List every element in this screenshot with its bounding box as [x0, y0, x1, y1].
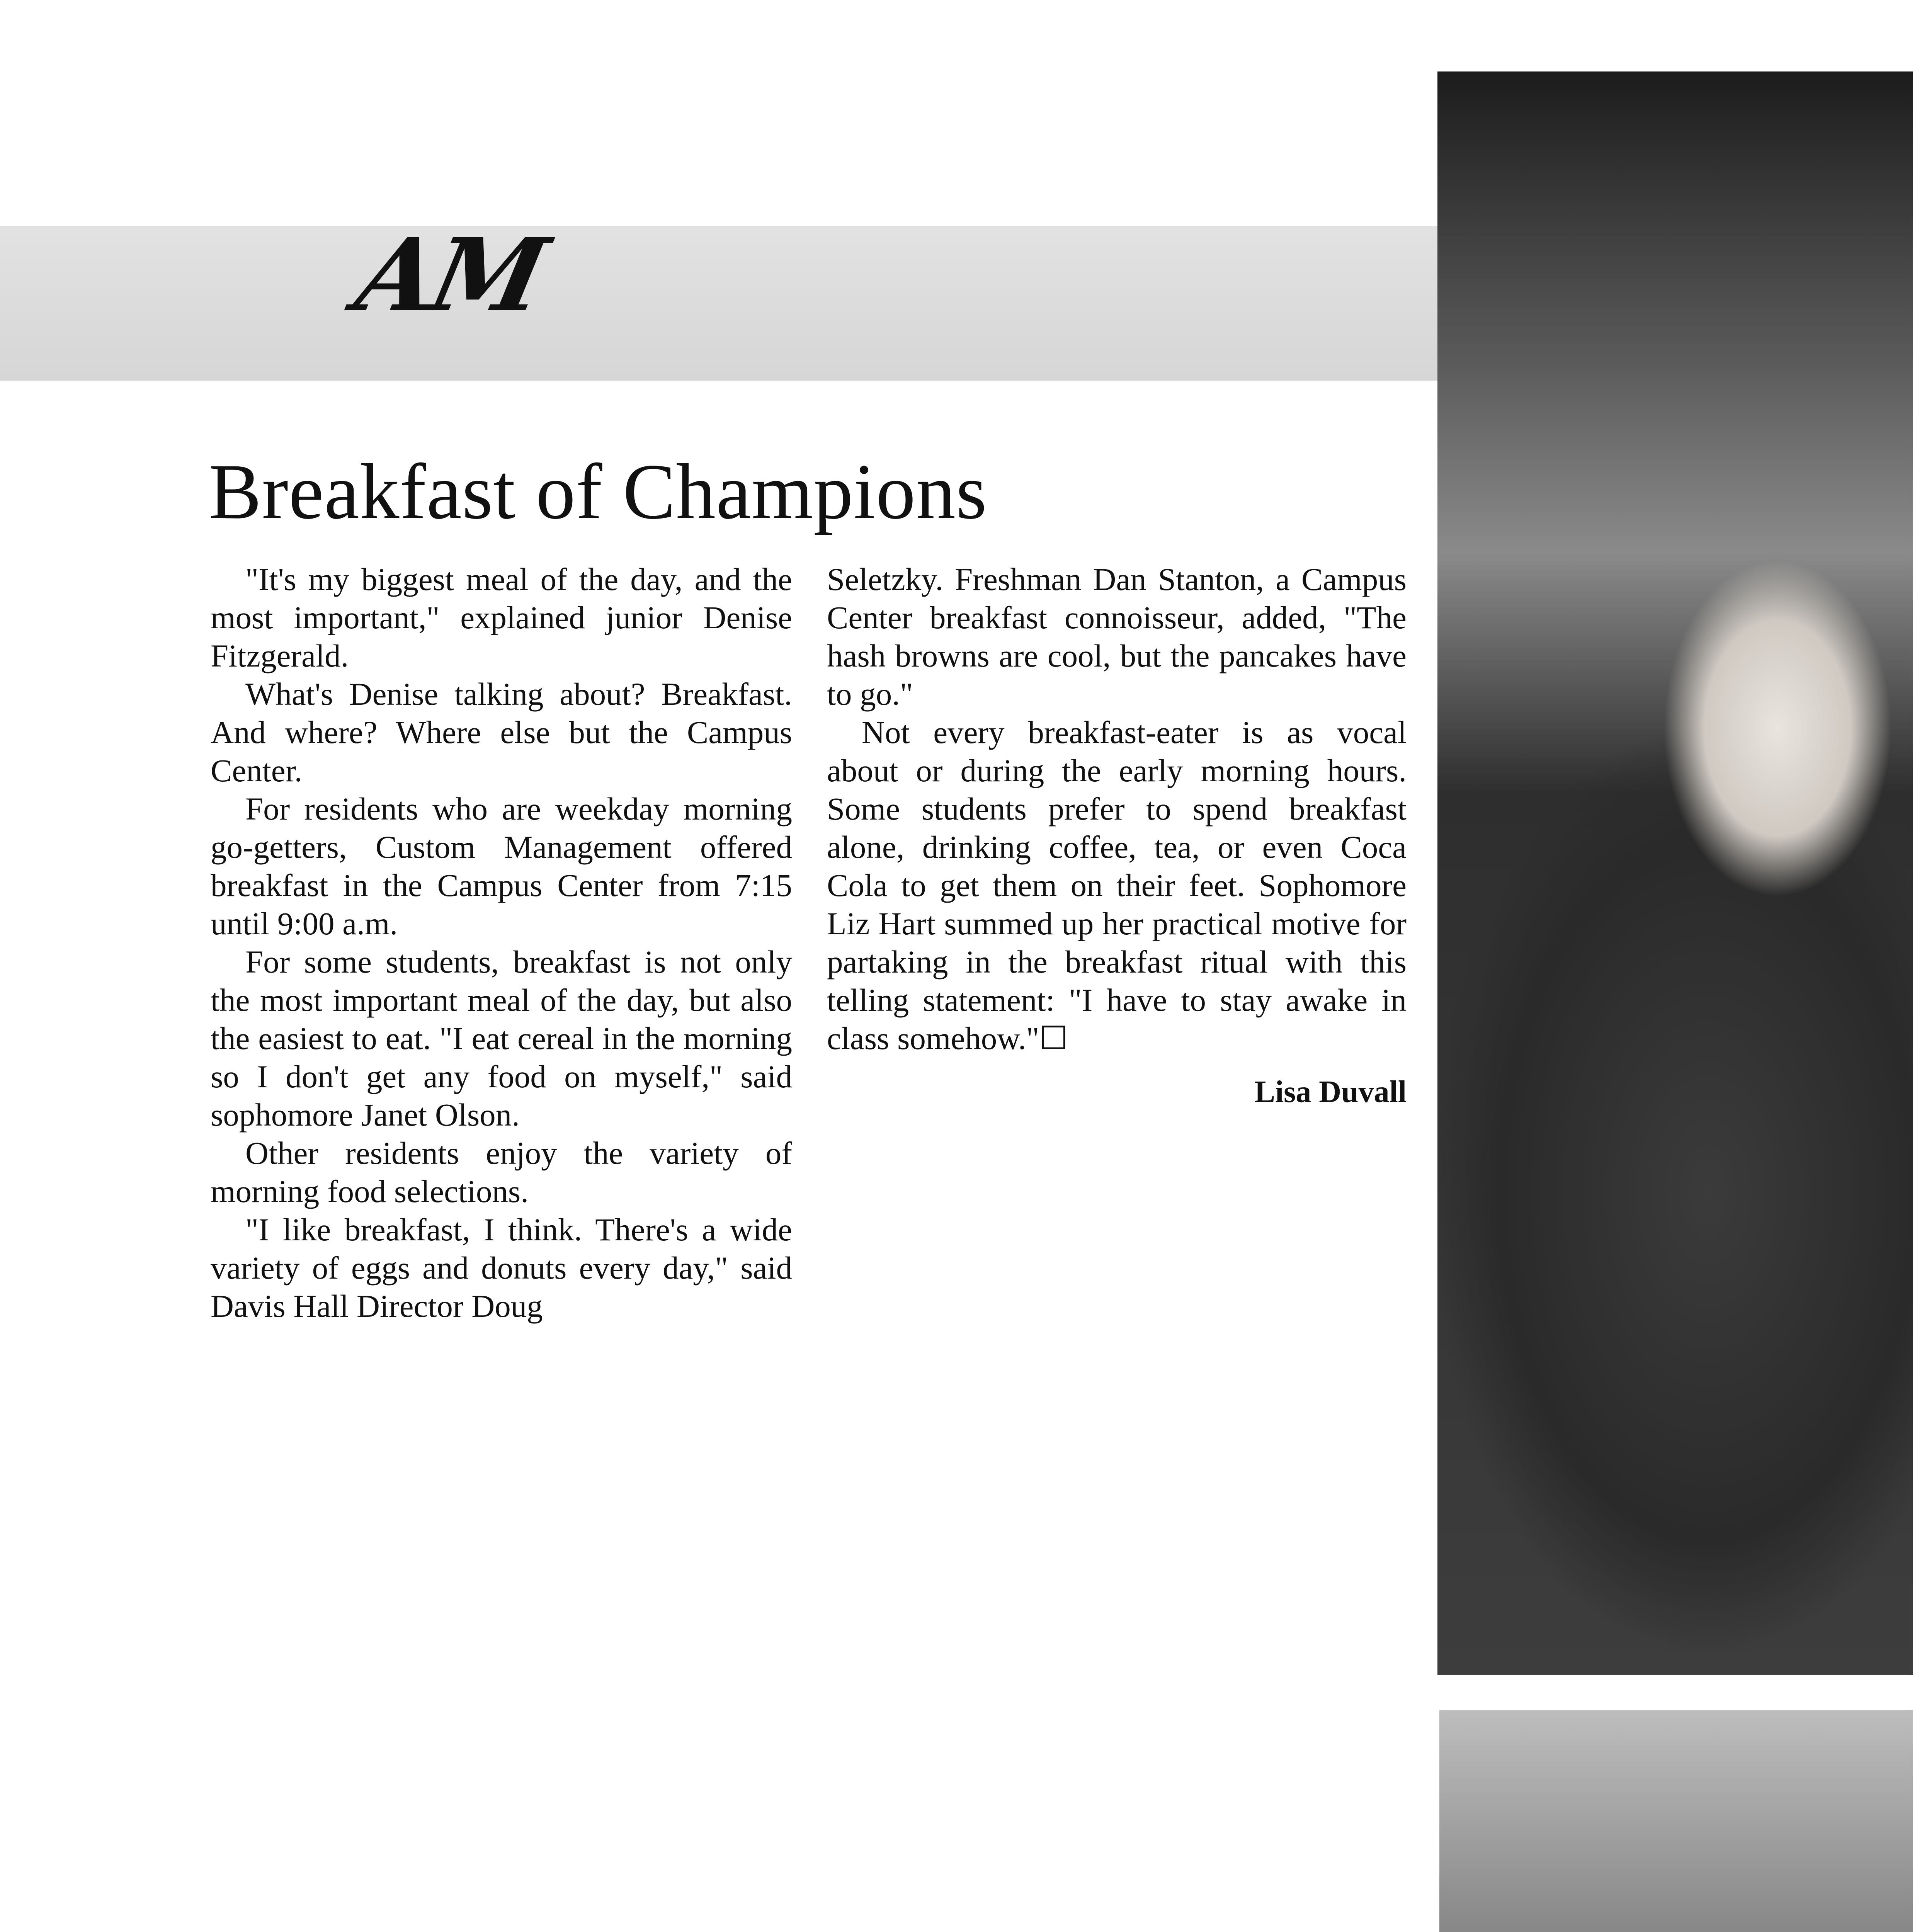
article-column-right	[827, 560, 1407, 1111]
paragraph: Not every breakfast-eater is as vocal about or during the early morning hours. Some students prefer to spend breakfast alone, drinking coffee, tea, or even Coca Cola to get them on their feet. Sophomore Liz Hart summed up her practical motive for partaking in the breakfast ritual with this telling statement: "I have to stay awake in class somehow."☐	[827, 714, 1407, 1056]
paragraph: Seletzky. Freshman Dan Stanton, a Campus Center breakfast connoisseur, added, "The hash browns are cool, but the pancakes have to go."	[827, 561, 1407, 712]
header-banner	[0, 226, 1437, 381]
paragraph: "I like breakfast, I think. There's a wide variety of eggs and donuts every day," said Davis Hall Director Doug	[211, 1212, 792, 1324]
author-byline: Lisa Duvall	[1254, 1075, 1407, 1109]
paragraph: "It's my biggest meal of the day, and the most important," explained junior Denise Fitzgerald.	[211, 561, 792, 673]
paragraph: Other residents enjoy the variety of morning food selections.	[211, 1135, 792, 1209]
article-column-left	[211, 560, 792, 1325]
paragraph: What's Denise talking about? Breakfast. And where? Where else but the Campus Center.	[211, 676, 792, 788]
photo-student-portrait	[1437, 71, 1913, 1675]
paragraph: For residents who are weekday morning go-getters, Custom Management offered breakfast in the Campus Center from 7:15 until 9:00 a.m.	[211, 791, 792, 941]
banner-script-logo: AM	[347, 216, 553, 334]
photo-cafeteria-diners	[1439, 1710, 1913, 1932]
article-title: Breakfast of Champions	[209, 448, 987, 536]
paragraph: For some students, breakfast is not only the most important meal of the day, but also the easiest to eat. "I eat cereal in the morning so I don't get any food on myself," said sophomore Janet Olson.	[211, 944, 792, 1133]
